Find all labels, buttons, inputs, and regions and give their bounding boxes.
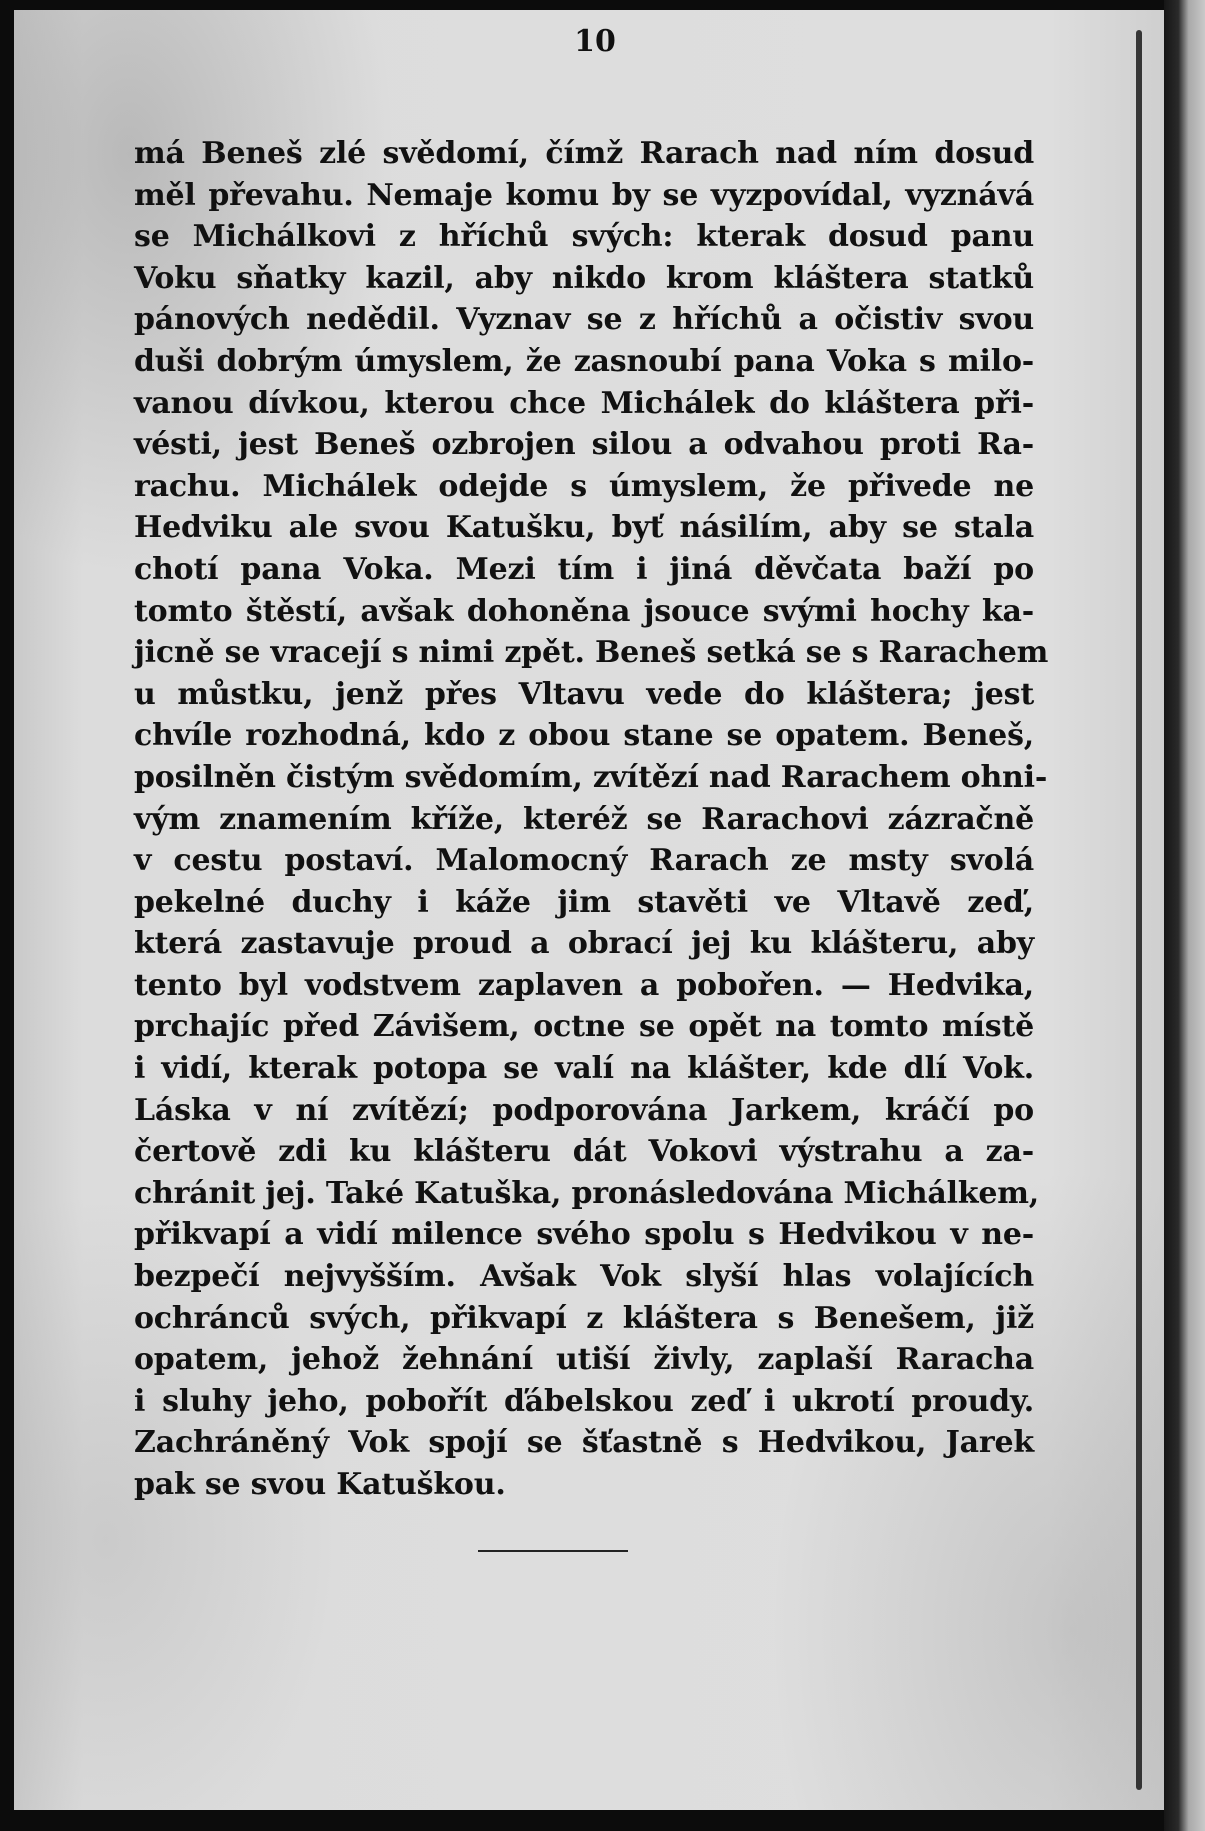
page-number: 10 xyxy=(574,24,616,59)
text-line: Hedviku ale svou Katušku, byť násilím, aby se stala xyxy=(134,510,1034,546)
text-line: prchajíc před Závišem, octne se opět na tomto místě xyxy=(134,1009,1034,1045)
book-fore-edge xyxy=(1164,0,1205,1831)
text-line: se Michálkovi z hříchů svých: kterak dosud panu xyxy=(134,219,1034,255)
text-line: u můstku, jenž přes Vltavu vede do kláštera; jest xyxy=(134,676,1034,712)
text-line: tomto štěstí, avšak dohoněna jsouce svými hochy ka- xyxy=(134,593,1034,629)
text-line: rachu. Michálek odejde s úmyslem, že přivede ne xyxy=(134,468,1034,504)
text-line: duši dobrým úmyslem, že zasnoubí pana Voka s milo- xyxy=(134,343,1034,379)
text-line: v cestu postaví. Malomocný Rarach ze msty svolá xyxy=(134,843,1034,879)
text-line: čertově zdi ku klášteru dát Vokovi výstrahu a za- xyxy=(134,1134,1034,1170)
text-line: která zastavuje proud a obrací jej ku klášteru, aby xyxy=(134,926,1034,962)
body-paragraph xyxy=(134,133,1049,1506)
text-line: vanou dívkou, kterou chce Michálek do kláštera při- xyxy=(134,385,1034,421)
text-line: má Beneš zlé svědomí, čímž Rarach nad ním dosud xyxy=(134,136,1034,171)
text-line: vým znamením kříže, kteréž se Rarachovi zázračně xyxy=(134,801,1034,837)
text-line: pánových nedědil. Vyznav se z hříchů a očistiv svou xyxy=(134,302,1034,338)
text-line: chotí pana Voka. Mezi tím i jiná děvčata baží po xyxy=(134,551,1034,587)
text-line: Zachráněný Vok spojí se šťastně s Hedvikou, Jarek xyxy=(134,1425,1034,1461)
text-line: i sluhy jeho, pobořít ďábelskou zeď i ukrotí proudy. xyxy=(134,1383,1034,1419)
text-line: měl převahu. Nemaje komu by se vyzpovídal, vyznává xyxy=(134,177,1034,213)
text-line: pak se svou Katuškou. xyxy=(134,1467,506,1502)
text-line: pekelné duchy i káže jim stavěti ve Vltavě zeď, xyxy=(134,884,1034,920)
text-line: bezpečí nejvyšším. Avšak Vok slyší hlas volajících xyxy=(134,1259,1034,1295)
text-line: ochránců svých, přikvapí z kláštera s Benešem, již xyxy=(134,1300,1034,1336)
text-line: tento byl vodstvem zaplaven a pobořen. — Hedvika, xyxy=(134,967,1034,1003)
page-edge-shadow xyxy=(1136,30,1142,1790)
text-line: Voku sňatky kazil, aby nikdo krom kláštera statků xyxy=(134,260,1034,296)
text-line: vésti, jest Beneš ozbrojen silou a odvahou proti Ra- xyxy=(134,427,1034,463)
text-line: chvíle rozhodná, kdo z obou stane se opatem. Beneš, xyxy=(134,718,1034,754)
text-line: jicně se vracejí s nimi zpět. Beneš setká se s Rarachem xyxy=(134,635,1049,671)
text-line: přikvapí a vidí milence svého spolu s Hedvikou v ne- xyxy=(134,1217,1034,1253)
text-line: chránit jej. Také Katuška, pronásledována Michálkem, xyxy=(134,1175,1040,1211)
end-rule xyxy=(478,1550,628,1552)
text-line: posilněn čistým svědomím, zvítězí nad Rarachem ohni- xyxy=(134,759,1048,795)
text-line: Láska v ní zvítězí; podporována Jarkem, kráčí po xyxy=(134,1092,1034,1128)
text-line: opatem, jehož žehnání utiší živly, zaplaší Raracha xyxy=(134,1342,1034,1378)
text-line: i vidí, kterak potopa se valí na klášter, kde dlí Vok. xyxy=(134,1051,1034,1087)
